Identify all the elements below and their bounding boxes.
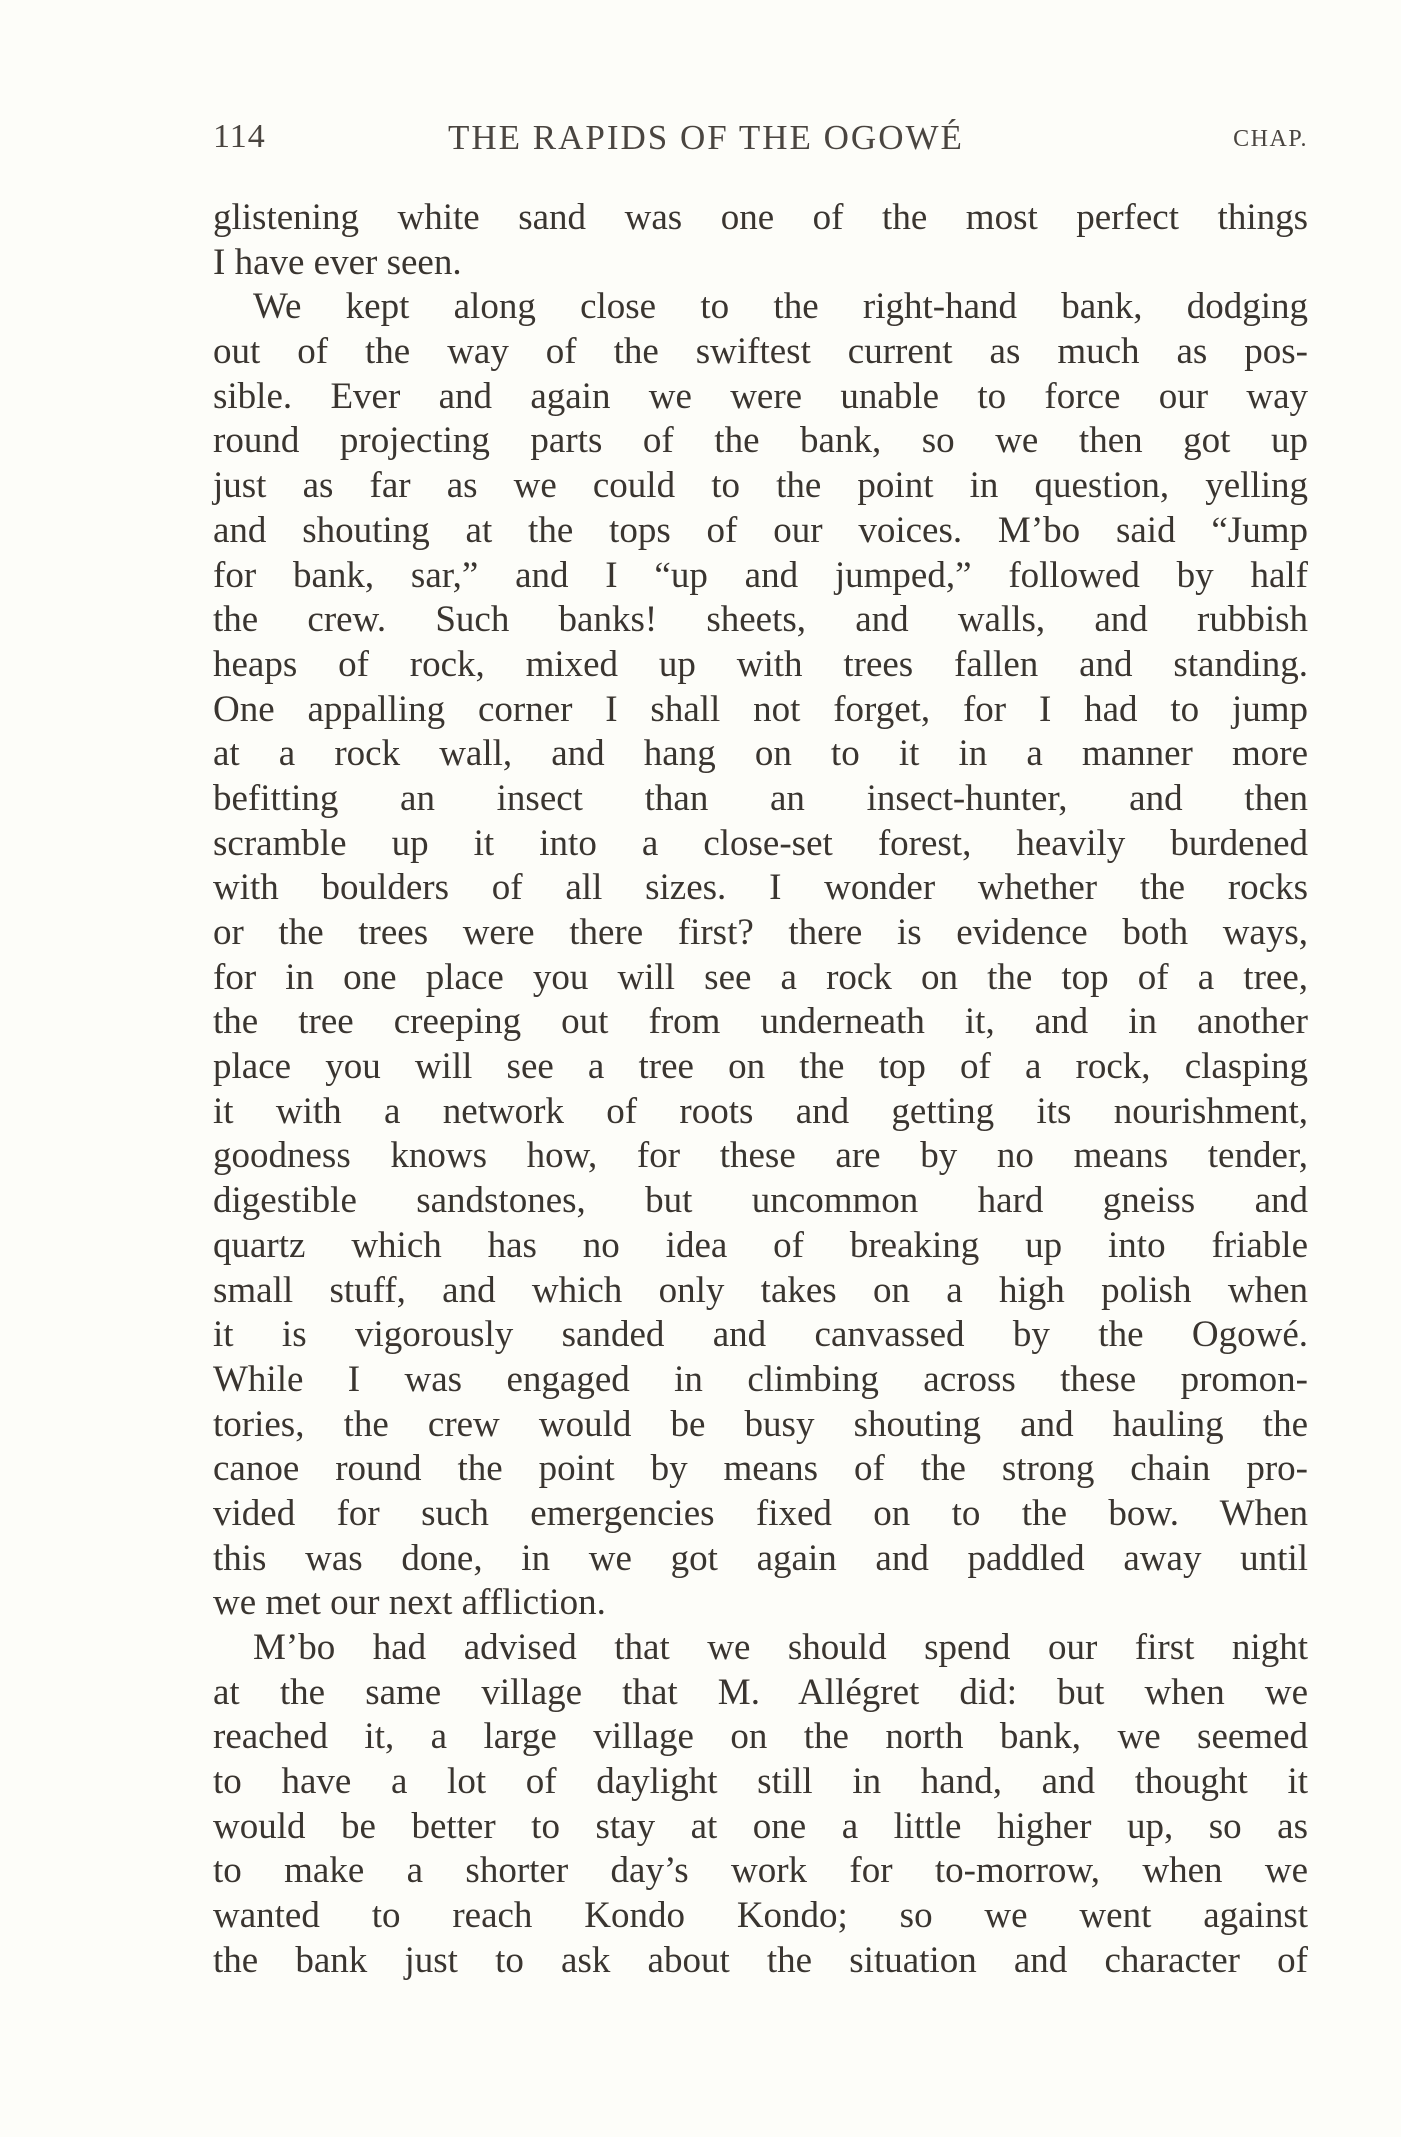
text-line: reached it, a large village on the north bank, we seemed (213, 1716, 1308, 1758)
text-line: it is vigorously sanded and canvassed by the Ogowé. (213, 1314, 1308, 1356)
text-line: it with a network of roots and getting its nourishment, (213, 1090, 1308, 1132)
text-line: M’bo had advised that we should spend our first night (253, 1627, 1308, 1668)
page-number: 114 (213, 118, 266, 155)
text-line: just as far as we could to the point in question, yelling (213, 465, 1308, 507)
text-line: for bank, sar,” and I “up and jumped,” followed by half (213, 554, 1308, 596)
text-line: glistening white sand was one of the most perfect things (213, 197, 1308, 238)
text-line: and shouting at the tops of our voices. M’bo said “Jump (213, 509, 1308, 551)
text-line: befitting an insect than an insect-hunter, and then (213, 777, 1308, 819)
text-line: tories, the crew would be busy shouting and hauling the (213, 1403, 1308, 1445)
text-line: the crew. Such banks! sheets, and walls, and rubbish (213, 599, 1308, 641)
running-head (213, 118, 1308, 168)
text-line: We kept along close to the right-hand bank, dodging (253, 286, 1308, 328)
text-line: to make a shorter day’s work for to-morrow, when we (213, 1850, 1308, 1892)
text-line: with boulders of all sizes. I wonder whether the rocks (213, 867, 1308, 909)
text-line: for in one place you will see a rock on the top of a tree, (213, 956, 1308, 998)
text-line: out of the way of the swiftest current as much as pos- (213, 331, 1308, 373)
text-line: at a rock wall, and hang on to it in a manner more (213, 733, 1308, 775)
text-line: we met our next affliction. (213, 1582, 606, 1624)
text-line: would be better to stay at one a little higher up, so as (213, 1805, 1308, 1847)
text-line: round projecting parts of the bank, so we then got up (213, 420, 1308, 462)
text-line: small stuff, and which only takes on a high polish when (213, 1269, 1308, 1311)
text-line: to have a lot of daylight still in hand, and thought it (213, 1761, 1308, 1803)
text-line: sible. Ever and again we were unable to force our way (213, 375, 1308, 417)
text-line: wanted to reach Kondo Kondo; so we went against (213, 1895, 1308, 1937)
text-line: or the trees were there first? there is evidence both ways, (213, 912, 1308, 953)
text-line: canoe round the point by means of the strong chain pro- (213, 1448, 1308, 1490)
text-line: place you will see a tree on the top of a rock, clasping (213, 1046, 1308, 1088)
book-title: THE RAPIDS OF THE OGOWÉ (448, 118, 964, 157)
text-line: this was done, in we got again and paddled away until (213, 1537, 1308, 1579)
text-line: the bank just to ask about the situation and character of (213, 1939, 1308, 1981)
text-line: vided for such emergencies fixed on to the bow. When (213, 1492, 1308, 1534)
text-line: While I was engaged in climbing across these promon- (213, 1358, 1308, 1400)
text-line: heaps of rock, mixed up with trees fallen and standing. (213, 643, 1308, 685)
text-line: scramble up it into a close-set forest, heavily burdened (213, 822, 1308, 864)
text-line: I have ever seen. (213, 241, 462, 283)
text-line: One appalling corner I shall not forget, for I had to jump (213, 688, 1308, 730)
text-line: goodness knows how, for these are by no means tender, (213, 1135, 1308, 1177)
chapter-mark: CHAP. (1233, 126, 1308, 152)
text-line: quartz which has no idea of breaking up into friable (213, 1224, 1308, 1266)
text-line: digestible sandstones, but uncommon hard gneiss and (213, 1180, 1308, 1222)
text-line: at the same village that M. Allégret did: but when we (213, 1671, 1308, 1713)
body-text (213, 196, 1308, 1984)
text-line: the tree creeping out from underneath it, and in another (213, 1001, 1308, 1043)
